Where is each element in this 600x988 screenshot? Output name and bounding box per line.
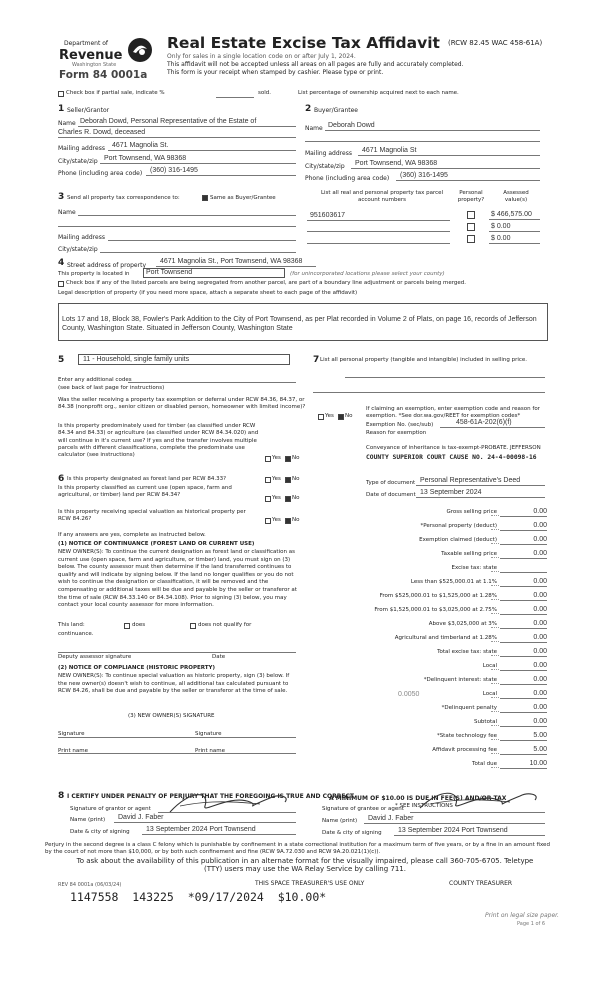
exemption-yes-label: Yes <box>325 413 334 419</box>
header-note-2: This affidavit will not be accepted unless all areas on all pages are fully and accurately completed. <box>167 61 464 68</box>
field-line <box>114 822 296 823</box>
tax-row-value[interactable]: 10.00 <box>529 760 547 767</box>
personal-property-column-header: Personal property? <box>457 190 485 204</box>
field-line <box>305 141 540 142</box>
tax-row-leader <box>491 739 499 740</box>
notice-continuance-title: (1) NOTICE OF CONTINUANCE (FOREST LAND OR CURRENT USE) <box>58 541 255 547</box>
field-line <box>396 180 540 181</box>
corr-name-label: Name <box>58 209 76 216</box>
tax-row-value[interactable]: 0.00 <box>533 606 547 613</box>
section-3-number: 3 <box>58 192 65 202</box>
doc-date-label: Date of document <box>366 492 416 498</box>
tax-row-leader <box>491 655 499 656</box>
tax-row-value[interactable]: 0.00 <box>533 676 547 683</box>
dor-logo-icon <box>127 37 153 67</box>
buyer-heading: Buyer/Grantee <box>314 107 358 114</box>
owner-print-label-2: Print name <box>195 748 225 754</box>
exemption-number-label: Exemption No. (sec/sub) <box>366 422 434 428</box>
reason-label: Reason for exemption <box>366 430 427 436</box>
header-note-1: Only for sales in a single location code on or after July 1, 2024. <box>167 53 356 60</box>
state-label: Washington State <box>72 62 117 68</box>
personal-property-line-1[interactable] <box>345 377 545 378</box>
tax-row-label: Local <box>482 663 497 669</box>
grantee-name-label: Name (print) <box>322 818 358 824</box>
field-line <box>416 485 545 486</box>
partial-sale-label: Check box if partial sale, indicate % <box>66 90 165 96</box>
current-use-question: Is this property classified as current use (open space, farm and agricultural, or timber) land per RCW 84.34? <box>58 485 232 499</box>
new-owner-signature-line[interactable] <box>58 737 296 738</box>
seller-phone-label: Phone (including area code) <box>58 170 143 177</box>
buyer-city-label: City/state/zip <box>305 163 345 170</box>
timber-yes-label: Yes <box>272 455 281 461</box>
section-4-number: 4 <box>58 258 65 268</box>
field-line <box>78 126 296 127</box>
revenue-logo-text: Revenue <box>59 48 123 63</box>
tax-row-leader <box>491 697 499 698</box>
seller-city[interactable]: Port Townsend, WA 98368 <box>104 155 187 162</box>
see-instructions-note: * SEE INSTRUCTIONS <box>395 803 453 809</box>
assessed-value-1[interactable]: $ 466,575.00 <box>491 211 532 218</box>
current-use-no-label: No <box>292 495 300 501</box>
personal-property-checkbox-3[interactable] <box>467 235 475 243</box>
buyer-name-label: Name <box>305 125 323 132</box>
tax-row-line <box>500 642 547 643</box>
tax-row-line <box>500 586 547 587</box>
tax-row-label: Affidavit processing fee <box>432 747 497 753</box>
tax-row-leader <box>491 753 499 754</box>
tax-row-leader <box>491 767 499 768</box>
tax-row-line <box>500 656 547 657</box>
timber-no-checkbox[interactable] <box>285 456 291 462</box>
tax-row-value[interactable]: 0.00 <box>533 634 547 641</box>
field-line <box>489 219 540 220</box>
grantor-date-label: Date & city of signing <box>70 829 130 835</box>
tax-row-label: *Delinquent interest: state <box>423 677 497 683</box>
legal-paper-note: Print on legal size paper. <box>485 912 559 919</box>
field-line <box>416 497 545 498</box>
tax-row-line <box>500 670 547 671</box>
tax-row-label: Agricultural and timberland at 1.28% <box>394 635 497 641</box>
timber-question: Is this property predominately used for timber (as classified under RCW 84.34 and 84.33) or agriculture (as classified under RCW 84.34.020) and will continue in it's current use? If yes and the transfer involves multiple parcels with different classifications, complete the predominate use calculator (see instructions) <box>58 423 259 459</box>
grantee-signature-label: Signature of grantee or agent <box>322 806 404 812</box>
tax-row-leader <box>491 571 499 572</box>
tax-row-label: Above $3,025,000 at 3% <box>428 621 497 627</box>
partial-pct-line[interactable] <box>216 97 254 98</box>
buyer-city[interactable]: Port Townsend, WA 98368 <box>355 160 438 167</box>
legal-description-label: Legal description of property (if you need more space, attach a separate sheet to each page of the affidavit) <box>58 290 358 296</box>
field-line <box>156 266 316 267</box>
does-not-qualify-checkbox[interactable] <box>190 623 196 629</box>
street-address-label: Street address of property <box>67 262 146 269</box>
personal-property-label: List all personal property (tangible and intangible) included in selling price. <box>320 357 528 363</box>
partial-sale-checkbox[interactable] <box>58 91 64 97</box>
current-use-yes-checkbox[interactable] <box>265 496 271 502</box>
forest-land-question: Is this property designated as forest land per RCW 84.33? <box>67 476 227 482</box>
field-line <box>146 175 296 176</box>
header-note-3: This form is your receipt when stamped by cashier. Please type or print. <box>167 69 384 76</box>
personal-property-checkbox-2[interactable] <box>467 223 475 231</box>
buyer-name[interactable]: Deborah Dowd <box>328 122 375 129</box>
located-in-label: This property is located in <box>58 271 130 277</box>
tax-row-line <box>500 544 547 545</box>
tax-row-label: Subtotal <box>473 719 497 725</box>
tax-row-label: *Delinquent penalty <box>441 705 497 711</box>
tax-row-leader <box>491 515 499 516</box>
form-number: Form 84 0001a <box>59 69 148 81</box>
tax-row-value[interactable]: 0.00 <box>533 578 547 585</box>
personal-property-checkbox-1[interactable] <box>467 211 475 219</box>
deputy-signature-line[interactable] <box>58 652 296 653</box>
grantee-signature <box>412 786 552 820</box>
corr-city-label: City/state/zip <box>58 246 98 253</box>
timber-no-label: No <box>292 455 300 461</box>
does-qualify-label: does <box>132 622 146 628</box>
tax-row-value[interactable]: 5.00 <box>533 746 547 753</box>
notice-compliance-title: (2) NOTICE OF COMPLIANCE (HISTORIC PROPERTY) <box>58 665 215 671</box>
field-line <box>440 427 545 428</box>
tax-row-leader <box>491 543 499 544</box>
tax-row-value[interactable]: 0.00 <box>533 704 547 711</box>
section-6-number: 6 <box>58 474 65 484</box>
section-5-number: 5 <box>58 355 65 365</box>
section-2-number: 2 <box>305 104 312 114</box>
grantee-date-city[interactable]: 13 September 2024 Port Townsend <box>398 827 508 834</box>
forest-no-label: No <box>292 476 300 482</box>
exemption-question: Was the seller receiving a property tax exemption or deferral under RCW 84.36, 84.37, or 84.38 (nonprofit org., senior citizen or disabled person, homeowner with limited income)? <box>58 397 306 411</box>
tax-row-value[interactable]: 0.00 <box>533 522 547 529</box>
corr-name-line[interactable] <box>78 215 296 216</box>
field-line <box>358 155 540 156</box>
correspondence-label: Send all property tax correspondence to: <box>67 195 180 201</box>
tax-row-line <box>500 684 547 685</box>
seller-phone[interactable]: (360) 316-1495 <box>150 167 198 174</box>
rcw-ref: (RCW 82.45 WAC 458-61A) <box>448 39 543 47</box>
see-back-note: (see back of last page for instructions) <box>58 385 165 391</box>
tax-row-leader <box>491 557 499 558</box>
seller-address[interactable]: 4671 Magnolia St. <box>112 142 169 149</box>
continuance-label: continuance. <box>58 631 94 637</box>
page-number: Page 1 of 6 <box>517 921 546 927</box>
grantee-date-label: Date & city of signing <box>322 830 382 836</box>
personal-property-line-2[interactable] <box>313 392 545 393</box>
doc-date[interactable]: 13 September 2024 <box>420 489 482 496</box>
owner-print-label-1: Print name <box>58 748 88 754</box>
seller-address-label: Mailing address <box>58 145 105 152</box>
exemption-yes-checkbox[interactable] <box>318 414 324 420</box>
certification: I CERTIFY UNDER PENALTY OF PERJURY THAT THE FOREGOING IS TRUE AND CORRECT <box>67 793 354 800</box>
tax-row-line <box>500 614 547 615</box>
field-line <box>351 168 540 169</box>
tax-row-line <box>500 516 547 517</box>
tax-row-value[interactable]: 5.00 <box>533 732 547 739</box>
reason-line-2[interactable]: COUNTY SUPERIOR COURT CAUSE NO. 24-4-00098-16 <box>366 454 537 461</box>
grantor-name-label: Name (print) <box>70 817 106 823</box>
tax-row-value[interactable]: 0.00 <box>533 662 547 669</box>
legal-description: Lots 17 and 18, Block 38, Fowler's Park Addition to the City of Port Townsend, as per Plat recorded in Volume 2 of Plats, on page 16, records of Jefferson County, Washington State. Situated in Jefferson County, Washington State <box>62 316 537 332</box>
tax-row-value[interactable]: 0.00 <box>533 592 547 599</box>
grantor-date-city[interactable]: 13 September 2024 Port Townsend <box>146 826 256 833</box>
grantee-name[interactable]: David J. Faber <box>368 815 414 822</box>
section-7-number: 7 <box>313 355 320 365</box>
accessibility-notice: To ask about the availability of this publication in an alternate format for the visually impaired, please call 360-705-6705. Teletype (TTY) users may use the WA Relay Service by calling 711. <box>76 857 534 873</box>
buyer-phone-label: Phone (including area code) <box>305 175 390 182</box>
buyer-address-label: Mailing address <box>305 150 352 157</box>
field-line <box>142 834 296 835</box>
tax-row-value[interactable]: 0.00 <box>533 648 547 655</box>
tax-row-label: *Personal property (deduct) <box>420 523 497 529</box>
tax-row-line <box>500 740 547 741</box>
historic-question: Is this property receiving special valuation as historical property per RCW 84.26? <box>58 509 246 523</box>
field-line <box>108 150 296 151</box>
field-line <box>307 220 450 221</box>
additional-codes-label: Enter any additional codes <box>58 377 132 383</box>
tax-row-leader <box>491 529 499 530</box>
buyer-address[interactable]: 4671 Magnolia St <box>362 147 417 154</box>
doc-type[interactable]: Personal Representative's Deed <box>420 477 521 484</box>
segregated-checkbox[interactable] <box>58 281 64 287</box>
current-use-no-checkbox[interactable] <box>285 496 291 502</box>
historic-no-checkbox[interactable] <box>285 518 291 524</box>
reason-line-1[interactable]: Conveyance of inheritance is tax-exempt-PROBATE. JEFFERSON <box>366 445 541 451</box>
seller-heading: Seller/Grantor <box>67 107 110 114</box>
partial-sold-label: sold. <box>258 90 271 96</box>
tax-row-line <box>500 530 547 531</box>
grantor-name[interactable]: David J. Faber <box>118 814 164 821</box>
tax-row-label: Taxable selling price <box>441 551 497 557</box>
tax-row-line <box>500 712 547 713</box>
claim-exemption-label: If claiming an exemption, enter exemption code and reason for exemption. *See dor.wa.gov/REET for exemption codes* <box>366 406 540 420</box>
forest-yes-label: Yes <box>272 476 281 482</box>
tax-row-line <box>500 698 547 699</box>
field-line <box>100 163 296 164</box>
tax-row-label: Less than $525,000.01 at 1.1% <box>410 579 497 585</box>
exemption-number[interactable]: 458-61A-202(6)(f) <box>456 419 512 426</box>
assessed-value-2[interactable]: $ 0.00 <box>491 223 511 230</box>
tax-row-value[interactable]: 0.00 <box>533 550 547 557</box>
field-line <box>58 137 296 138</box>
assessed-value-3[interactable]: $ 0.00 <box>491 235 511 242</box>
if-any-yes-note: If any answers are yes, complete as instructed below. <box>58 532 206 538</box>
field-line <box>58 226 296 227</box>
tax-row-leader <box>491 585 499 586</box>
revision-label: REV 84 0001a (06/03/24) <box>58 882 122 888</box>
dept-label: Department of <box>64 40 108 47</box>
historic-yes-checkbox[interactable] <box>265 518 271 524</box>
buyer-phone[interactable]: (360) 316-1495 <box>400 172 448 179</box>
forest-no-checkbox[interactable] <box>285 477 291 483</box>
same-as-buyer-label: Same as Buyer/Grantee <box>210 195 276 201</box>
grantor-signature <box>160 788 300 822</box>
tax-row-label: Local <box>482 691 497 697</box>
seller-name-line-1[interactable]: Deborah Dowd, Personal Representative of the Estate of <box>80 118 257 125</box>
seller-name-line-2[interactable]: Charles R. Dowd, deceased <box>58 129 146 136</box>
field-line <box>325 130 540 131</box>
same-as-buyer-checkbox[interactable] <box>202 195 208 201</box>
segregated-label: Check box if any of the listed parcels are being segregated from another parcel, are part of a boundary line adjustment or parcels being merged. <box>66 280 466 286</box>
deputy-signature-label: Deputy assessor signature <box>58 654 132 660</box>
tax-row-leader <box>491 725 499 726</box>
field-line <box>364 823 545 824</box>
street-address[interactable]: 4671 Magnolia St., Port Townsend, WA 98368 <box>160 258 303 265</box>
tax-row-leader <box>491 641 499 642</box>
tax-row-leader <box>491 613 499 614</box>
owner-signature-label-1: Signature <box>58 731 85 737</box>
parcel-number-2[interactable] <box>307 231 450 232</box>
tax-row-line <box>500 726 547 727</box>
tax-row-line <box>500 558 547 559</box>
seller-name-label: Name <box>58 120 76 127</box>
exemption-no-checkbox[interactable] <box>338 414 344 420</box>
tax-row-leader <box>491 599 499 600</box>
property-use-value: 11 - Household, single family units <box>83 356 190 363</box>
tax-row-line <box>500 768 547 769</box>
grantor-signature-label: Signature of grantor or agent <box>70 806 151 812</box>
seller-city-label: City/state/zip <box>58 158 98 165</box>
tax-row-label: *State technology fee <box>436 733 497 739</box>
tax-row-label: Total excise tax: state <box>437 649 497 655</box>
current-use-yes-label: Yes <box>272 495 281 501</box>
new-owner-signature-title: (3) NEW OWNER(S) SIGNATURE <box>128 713 215 719</box>
tax-row-leader <box>491 683 499 684</box>
tax-row-label: From $1,525,000.01 to $3,025,000 at 2.75% <box>374 607 497 613</box>
corr-city-line[interactable] <box>100 252 296 253</box>
location-value: Port Townsend <box>146 269 193 276</box>
tax-row-leader <box>491 669 499 670</box>
corr-address-line[interactable] <box>108 240 296 241</box>
deputy-date-label: Date <box>212 654 226 660</box>
additional-codes-line[interactable] <box>128 382 296 383</box>
parcel-number-1[interactable]: 951603617 <box>310 212 346 219</box>
treasurer-stamp: 1147558 143225 *09/17/2024 $10.00* <box>70 890 327 904</box>
tax-row-line <box>500 754 547 755</box>
historic-yes-label: Yes <box>272 517 281 523</box>
county-treasurer-label: COUNTY TREASURER <box>449 880 513 887</box>
field-line <box>394 835 545 836</box>
tax-row-value[interactable]: 0.00 <box>533 620 547 627</box>
does-qualify-checkbox[interactable] <box>124 623 130 629</box>
doc-type-label: Type of document <box>366 480 416 486</box>
section-1-number: 1 <box>58 104 65 114</box>
list-percentage-note: List percentage of ownership acquired next to each name. <box>298 90 459 96</box>
does-not-qualify-label: does not qualify for <box>198 622 252 628</box>
assessed-value-column-header: Assessed value(s) <box>503 190 529 204</box>
form-title: Real Estate Excise Tax Affidavit <box>167 34 440 52</box>
new-owner-print-line[interactable] <box>58 753 296 754</box>
notice-compliance-text: NEW OWNER(S): To continue special valuation as historic property, sign (3) below. If the new owner(s) doesn't wish to continue, all additional tax calculated pursuant to RCW 84.26, shall be due and payable by the seller or transferor at the time of sale. <box>58 673 290 695</box>
tax-row-line <box>500 600 547 601</box>
tax-row-label: From $525,000.01 to $1,525,000 at 1.28% <box>379 593 497 599</box>
tax-row-value[interactable]: 0.00 <box>533 508 547 515</box>
historic-no-label: No <box>292 517 300 523</box>
owner-signature-label-2: Signature <box>195 731 222 737</box>
tax-row-leader <box>491 711 499 712</box>
exemption-no-label: No <box>345 413 353 419</box>
local-rate: 0.0050 <box>398 691 420 698</box>
tax-row-leader <box>491 627 499 628</box>
notice-continuance-text: NEW OWNER(S): To continue the current designation as forest land or classification as current use (open space, farm and agriculture, or timber) land, you must sign on (3) below. The county assessor must then determine if the land transferred continues to qualify and will indicate by signing below. If the land no longer qualifies or you do not wish to continue the designation or classification, it will be removed and the compensating or additional taxes will be due and payable by the seller or transferor at the time of sale (RCW 84.33.140 or 84.34.108). Prior to signing (3) below, you may contact your local county assessor for more information. <box>58 549 297 609</box>
field-line <box>489 243 540 244</box>
tax-row-value[interactable]: 0.00 <box>533 718 547 725</box>
tax-row-value[interactable]: 0.00 <box>533 690 547 697</box>
timber-yes-checkbox[interactable] <box>265 456 271 462</box>
tax-row-line <box>500 572 547 573</box>
tax-row-label: Total due <box>472 761 497 767</box>
unincorporated-note: (for unincorporated locations please select your county) <box>290 271 445 277</box>
tax-row-label: Gross selling price <box>446 509 497 515</box>
tax-row-line <box>500 628 547 629</box>
parcel-number-3[interactable] <box>307 243 450 244</box>
perjury-notice: Perjury in the second degree is a class C felony which is punishable by confinement in a state correctional institution for a maximum term of five years, or by a fine in an amount fixed by the court of not more than $10,000, or by both such confinement and fine (RCW 9A.72.030 and RCW 9A.20.021(1)(c)). <box>45 842 550 855</box>
treasurer-use-label: THIS SPACE TREASURER'S USE ONLY <box>255 880 365 887</box>
minimum-due-note: A MINIMUM OF $10.00 IS DUE IN FEE(S) AND/OR TAX <box>329 795 507 802</box>
field-line <box>489 231 540 232</box>
corr-address-label: Mailing address <box>58 234 105 241</box>
parcel-column-header: List all real and personal property tax parcel account numbers <box>320 190 444 204</box>
this-land-label: This land: <box>58 622 85 628</box>
forest-yes-checkbox[interactable] <box>265 477 271 483</box>
tax-row-value[interactable]: 0.00 <box>533 536 547 543</box>
tax-row-label: Exemption claimed (deduct) <box>419 537 497 543</box>
section-8-number: 8 <box>58 791 65 801</box>
tax-row-label: Excise tax: state <box>451 565 497 571</box>
